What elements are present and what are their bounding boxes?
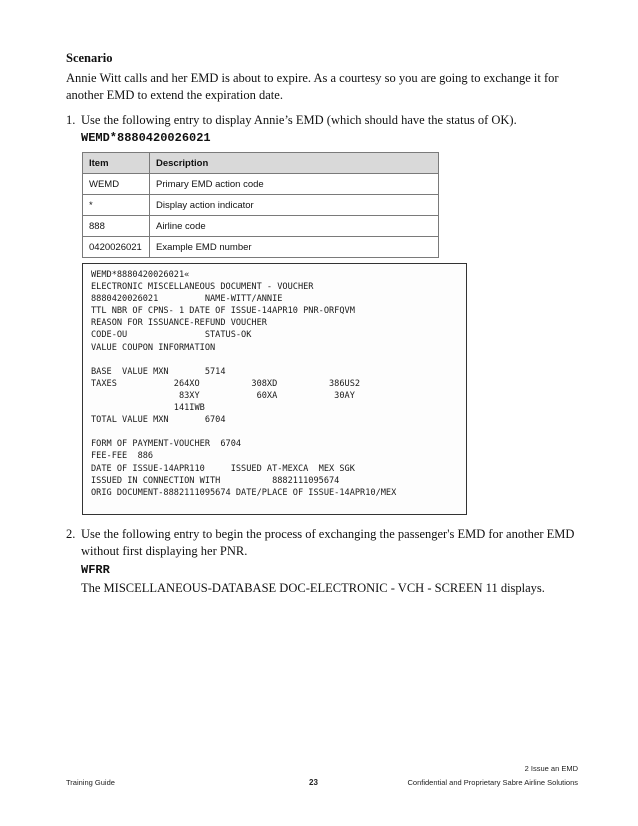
scenario-text: Annie Witt calls and her EMD is about to expire. As a courtesy so you are going to exchange it for another EMD to extend the expiration date.: [66, 71, 559, 102]
step-1-number: 1.: [66, 113, 76, 127]
table-header-row: [83, 153, 439, 174]
screen-line: VALUE COUPON INFORMATION: [91, 342, 216, 353]
screen-line: 8880420026021 NAME-WITT/ANNIE: [91, 294, 283, 305]
emd-display-screen: [82, 263, 467, 515]
screen-line: 141IWB: [91, 403, 205, 414]
scenario-heading: Scenario: [66, 51, 113, 65]
table-cell-item: 0420026021: [83, 237, 150, 258]
table-row: [83, 216, 439, 237]
screen-line: CODE-OU STATUS-OK: [91, 330, 252, 341]
table-row: [83, 195, 439, 216]
screen-line: FEE-FEE 886: [91, 451, 154, 462]
screen-line: WEMD*8880420026021«: [91, 270, 190, 280]
screen-line: ELECTRONIC MISCELLANEOUS DOCUMENT - VOUCHER: [91, 282, 314, 293]
screen-line: REASON FOR ISSUANCE-REFUND VOUCHER: [91, 318, 267, 329]
step-2-text: Use the following entry to begin the process of exchanging the passenger's EMD for another EMD without first displaying her PNR.: [81, 527, 575, 558]
screen-line: BASE VALUE MXN 5714: [91, 366, 226, 377]
footer-section: 2 Issue an EMD: [524, 764, 578, 773]
page-number: 23: [309, 778, 318, 787]
step-2-entry: WFRR: [81, 563, 110, 577]
table-cell-item: WEMD: [83, 174, 150, 195]
screen-line: TOTAL VALUE MXN 6704: [91, 415, 226, 426]
screen-line: TTL NBR OF CPNS- 1 DATE OF ISSUE-14APR10 PNR-ORFQVM: [91, 306, 355, 317]
table-row: [83, 237, 439, 258]
table-cell-description: Display action indicator: [150, 195, 439, 216]
table-cell-description: Airline code: [150, 216, 439, 237]
screen-line: TAXES 264XO 308XD 386US2: [91, 378, 361, 389]
table-header-description: Description: [150, 153, 439, 174]
table-cell-description: Primary EMD action code: [150, 174, 439, 195]
table-row: [83, 174, 439, 195]
table-cell-description: Example EMD number: [150, 237, 439, 258]
footer-left: Training Guide: [66, 778, 115, 787]
screen-line: ISSUED IN CONNECTION WITH 8882111095674: [91, 475, 340, 486]
footer-right: Confidential and Proprietary Sabre Airline Solutions: [407, 778, 578, 787]
entry-reference-table: [82, 152, 439, 258]
screen-line: 83XY 60XA 30AY: [91, 390, 355, 401]
step-2-result: The MISCELLANEOUS-DATABASE DOC-ELECTRONIC - VCH - SCREEN 11 displays.: [81, 581, 545, 595]
screen-line: DATE OF ISSUE-14APR110 ISSUED AT-MEXCA MEX SGK: [91, 463, 355, 474]
table-cell-item: *: [83, 195, 150, 216]
table-cell-item: 888: [83, 216, 150, 237]
screen-line: FORM OF PAYMENT-VOUCHER 6704: [91, 439, 242, 450]
table-header-item: Item: [83, 153, 150, 174]
screen-line: ORIG DOCUMENT-8882111095674 DATE/PLACE OF ISSUE-14APR10/MEX: [91, 487, 397, 498]
step-1-entry: WEMD*8880420026021: [81, 131, 211, 145]
step-2-number: 2.: [66, 527, 76, 541]
step-1-text: Use the following entry to display Annie’s EMD (which should have the status of OK).: [81, 113, 517, 127]
